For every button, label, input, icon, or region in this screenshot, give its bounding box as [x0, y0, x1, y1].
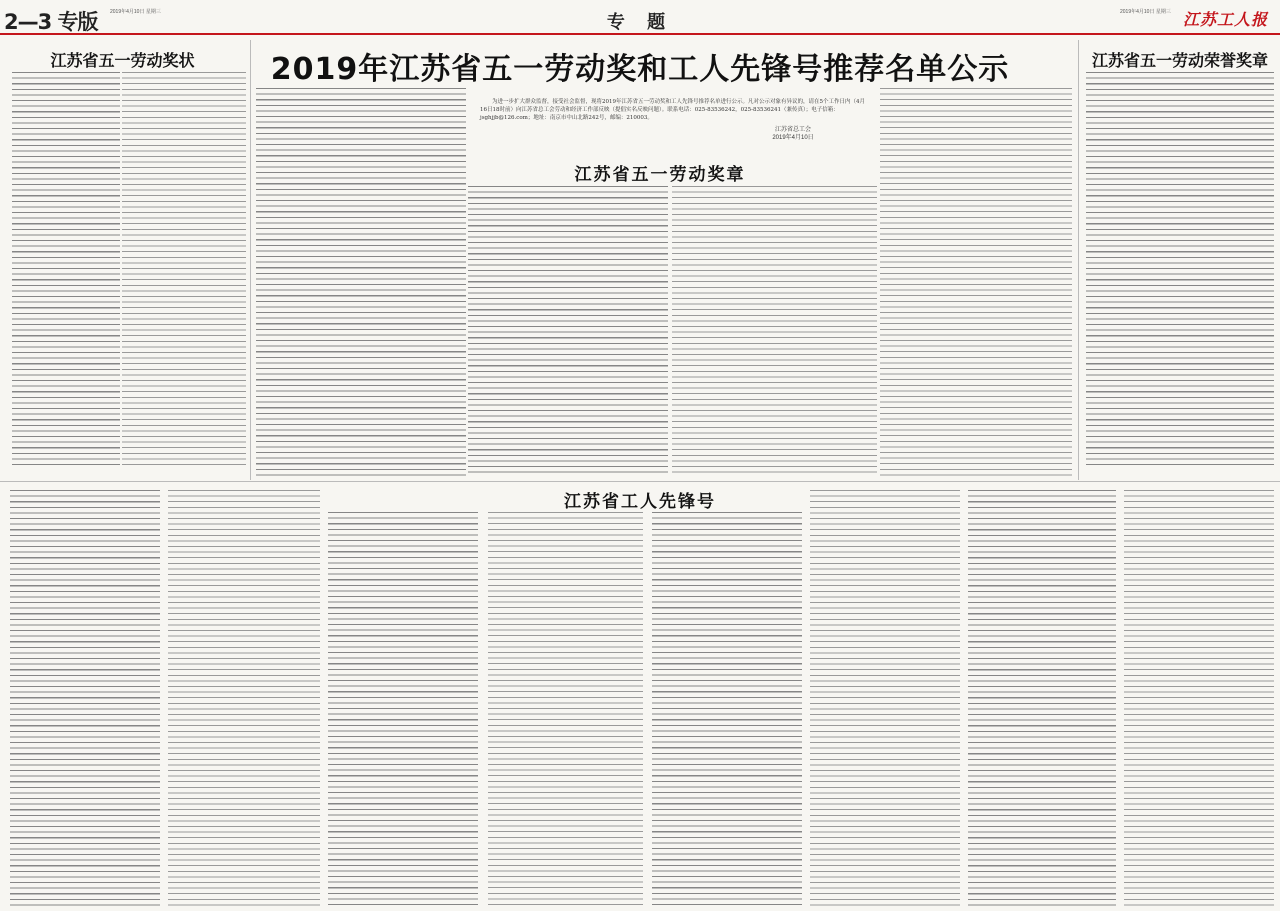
page-header [0, 0, 1280, 36]
pioneer-list [652, 512, 802, 908]
notice-signer: 江苏省总工会 [774, 127, 811, 133]
masthead-logo: 江苏工人报 [1183, 10, 1269, 29]
labor-medal-list [672, 186, 877, 476]
notice-date: 2019年4月10日 [772, 135, 814, 141]
award-certificate-title: 江苏省五一劳动奖状 [50, 51, 195, 70]
pioneer-list [488, 512, 643, 908]
labor-medal-list [880, 88, 1072, 478]
honor-medal-title: 江苏省五一劳动荣誉奖章 [1091, 51, 1268, 70]
header-date-left: 2019年4月10日 星期三 [110, 9, 161, 15]
notice-text: 为进一步扩大群众监督，接受社会监督，现将2019年江苏省五一劳动奖和工人先锋号推荐名单进行公示。凡对公示对象有异议的，请在5个工作日内（4月16日18时前）向江苏省总工会劳动和经济工作部反映（提倡实名反映问题）。联系电话：025-83536242，025-83536241（兼传真）；电子信箱：jsghjjb@126.com；地址：南京市中山北路242号，邮编：210003。 [480, 99, 866, 121]
header-rule [0, 33, 1280, 35]
header-date-right: 2019年4月10日 星期三 [1120, 9, 1171, 15]
notice-signature [748, 126, 838, 142]
pioneer-list [968, 490, 1116, 908]
pioneer-list [168, 490, 320, 908]
section-label: 专 题 [606, 12, 674, 33]
pioneer-list [10, 490, 160, 908]
award-certificate-list [122, 72, 246, 467]
award-certificate-list [12, 72, 120, 467]
pioneer-title: 江苏省工人先锋号 [564, 492, 716, 512]
labor-medal-title: 江苏省五一劳动奖章 [574, 165, 746, 185]
award-certificate-list [256, 88, 466, 478]
honor-medal-list [1086, 72, 1274, 467]
headline: 2019年江苏省五一劳动奖和工人先锋号推荐名单公示 [270, 52, 1010, 87]
section-divider [0, 481, 1280, 482]
column-divider [250, 40, 251, 480]
column-divider [1078, 40, 1079, 480]
pioneer-list [1124, 490, 1274, 908]
pioneer-list [328, 512, 478, 908]
labor-medal-list [468, 186, 668, 476]
page-number: 2—3 专版 [4, 10, 98, 34]
pioneer-list [810, 490, 960, 908]
